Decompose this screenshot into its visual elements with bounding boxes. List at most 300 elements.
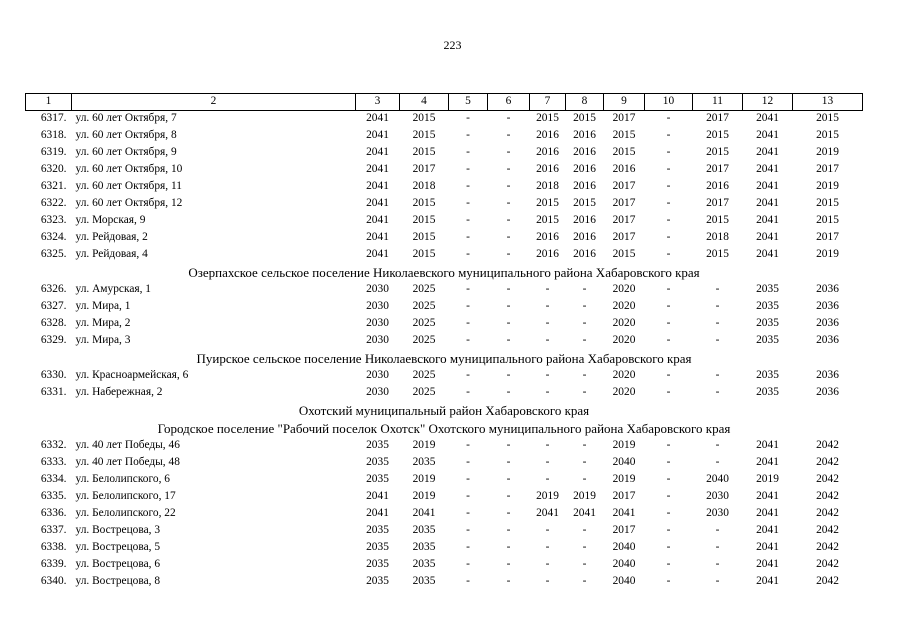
year-cell: -	[666, 524, 671, 537]
year-cell: -	[506, 473, 511, 486]
table-row	[26, 368, 863, 385]
year-cell: 2030	[706, 507, 729, 520]
year-cell: 2017	[816, 231, 839, 244]
year-cell: -	[466, 490, 470, 503]
year-cell: -	[666, 490, 671, 503]
year-cell: 2019	[816, 180, 839, 193]
year-cell: 2036	[816, 334, 839, 347]
year-cell: 2035	[366, 558, 389, 571]
table-body	[26, 110, 863, 591]
year-cell: -	[545, 558, 550, 571]
year-cell: 2018	[536, 180, 559, 193]
year-cell: 2020	[612, 369, 636, 382]
year-cell: 2036	[816, 369, 839, 382]
row-number: 6334.	[40, 473, 67, 486]
year-cell: -	[582, 473, 587, 486]
table-row	[26, 385, 863, 402]
address-cell: ул. Красноармейская, 6	[75, 369, 189, 382]
section-heading-row	[26, 350, 863, 368]
year-cell: 2041	[366, 490, 389, 503]
year-cell: 2016	[536, 146, 559, 159]
year-cell: 2025	[412, 334, 436, 347]
year-cell: 2020	[612, 283, 636, 296]
year-cell: -	[466, 317, 470, 330]
year-cell: 2016	[612, 163, 636, 176]
row-number: 6322.	[40, 197, 67, 210]
year-cell: -	[715, 439, 720, 452]
year-cell: -	[545, 283, 550, 296]
year-cell: 2042	[816, 490, 839, 503]
row-number: 6321.	[40, 180, 67, 193]
year-cell: -	[466, 129, 470, 142]
table-row	[26, 506, 863, 523]
year-cell: -	[582, 541, 587, 554]
row-number: 6318.	[40, 129, 67, 142]
year-cell: 2041	[756, 456, 779, 469]
year-cell: -	[545, 317, 550, 330]
year-cell: 2015	[412, 214, 436, 227]
table-row	[26, 110, 863, 128]
year-cell: 2015	[536, 197, 559, 210]
address-cell: ул. Вострецова, 8	[75, 575, 161, 588]
address-cell: ул. Вострецова, 5	[75, 541, 161, 554]
year-cell: 2030	[366, 334, 389, 347]
year-cell: 2041	[756, 490, 779, 503]
year-cell: 2025	[412, 369, 436, 382]
year-cell: 2041	[366, 163, 389, 176]
year-cell: 2015	[536, 112, 559, 125]
year-cell: 2042	[816, 507, 839, 520]
year-cell: 2017	[612, 524, 636, 537]
year-cell: -	[666, 197, 671, 210]
year-cell: 2016	[573, 180, 596, 193]
year-cell: -	[715, 386, 720, 399]
year-cell: 2015	[412, 197, 436, 210]
year-cell: -	[466, 575, 470, 588]
year-cell: 2036	[816, 386, 839, 399]
year-cell: -	[466, 300, 470, 313]
year-cell: -	[545, 369, 550, 382]
year-cell: -	[506, 180, 511, 193]
row-number: 6317.	[40, 112, 67, 125]
row-number: 6326.	[40, 283, 67, 296]
year-cell: 2016	[536, 163, 559, 176]
year-cell: -	[506, 283, 511, 296]
row-number: 6337.	[40, 524, 67, 537]
address-cell: ул. 60 лет Октября, 12	[75, 197, 183, 210]
year-cell: 2018	[706, 231, 729, 244]
year-cell: 2015	[706, 214, 729, 227]
row-number: 6333.	[40, 456, 67, 469]
data-table	[25, 93, 863, 591]
address-cell: ул. 60 лет Октября, 10	[75, 163, 183, 176]
year-cell: -	[666, 214, 671, 227]
year-cell: -	[506, 129, 511, 142]
table-header	[26, 94, 863, 111]
header-cell: 6	[488, 94, 530, 111]
year-cell: 2041	[756, 214, 779, 227]
table-row	[26, 128, 863, 145]
year-cell: 2041	[756, 146, 779, 159]
year-cell: -	[582, 558, 587, 571]
address-cell: ул. Вострецова, 6	[75, 558, 161, 571]
year-cell: 2035	[756, 300, 779, 313]
year-cell: 2025	[412, 283, 436, 296]
year-cell: 2036	[816, 283, 839, 296]
year-cell: 2041	[756, 248, 779, 261]
row-number: 6320.	[40, 163, 67, 176]
year-cell: 2015	[706, 248, 729, 261]
year-cell: -	[466, 386, 470, 399]
year-cell: -	[666, 456, 671, 469]
year-cell: 2035	[366, 541, 389, 554]
year-cell: 2035	[366, 524, 389, 537]
year-cell: -	[582, 317, 587, 330]
year-cell: 2041	[366, 197, 389, 210]
year-cell: 2016	[536, 231, 559, 244]
header-cell: 5	[449, 94, 488, 111]
year-cell: -	[715, 456, 720, 469]
year-cell: 2036	[816, 300, 839, 313]
year-cell: 2036	[816, 317, 839, 330]
year-cell: 2019	[412, 473, 436, 486]
row-number: 6327.	[40, 300, 67, 313]
year-cell: 2025	[412, 300, 436, 313]
year-cell: 2040	[612, 541, 636, 554]
year-cell: -	[506, 558, 511, 571]
year-cell: -	[666, 541, 671, 554]
year-cell: 2041	[756, 507, 779, 520]
year-cell: 2030	[366, 386, 389, 399]
year-cell: 2041	[366, 129, 389, 142]
year-cell: -	[506, 300, 511, 313]
year-cell: -	[506, 456, 511, 469]
year-cell: -	[466, 473, 470, 486]
year-cell: -	[715, 317, 720, 330]
table-row	[26, 299, 863, 316]
table-row	[26, 574, 863, 591]
year-cell: 2015	[573, 197, 596, 210]
table-row	[26, 247, 863, 264]
table-row	[26, 489, 863, 506]
year-cell: -	[715, 283, 720, 296]
year-cell: -	[466, 146, 470, 159]
section-heading-row	[26, 402, 863, 420]
year-cell: 2035	[366, 456, 389, 469]
year-cell: 2035	[366, 473, 389, 486]
year-cell: 2042	[816, 473, 839, 486]
year-cell: -	[506, 439, 511, 452]
year-cell: -	[506, 214, 511, 227]
year-cell: -	[666, 180, 671, 193]
year-cell: 2019	[612, 473, 636, 486]
table-row	[26, 333, 863, 350]
year-cell: 2016	[536, 129, 559, 142]
year-cell: -	[506, 386, 511, 399]
year-cell: 2042	[816, 524, 839, 537]
year-cell: 2019	[612, 439, 636, 452]
year-cell: 2035	[756, 317, 779, 330]
year-cell: -	[666, 334, 671, 347]
year-cell: -	[466, 334, 470, 347]
row-number: 6338.	[40, 541, 67, 554]
year-cell: -	[666, 248, 671, 261]
year-cell: -	[466, 541, 470, 554]
year-cell: 2041	[756, 558, 779, 571]
table-row	[26, 162, 863, 179]
year-cell: 2017	[706, 163, 729, 176]
year-cell: -	[466, 283, 470, 296]
year-cell: -	[666, 112, 671, 125]
year-cell: 2041	[756, 541, 779, 554]
year-cell: 2020	[612, 334, 636, 347]
year-cell: 2015	[412, 129, 436, 142]
address-cell: ул. 40 лет Победы, 48	[75, 456, 180, 469]
year-cell: 2042	[816, 541, 839, 554]
year-cell: 2016	[536, 248, 559, 261]
header-cell: 2	[72, 94, 356, 111]
year-cell: -	[466, 558, 470, 571]
year-cell: 2015	[573, 112, 596, 125]
year-cell: -	[545, 386, 550, 399]
year-cell: -	[506, 163, 511, 176]
address-cell: ул. Белолипского, 17	[75, 490, 176, 503]
address-cell: ул. Амурская, 1	[75, 283, 152, 296]
row-number: 6339.	[40, 558, 67, 571]
address-cell: ул. 60 лет Октября, 8	[75, 129, 177, 142]
year-cell: 2017	[706, 112, 729, 125]
header-cell: 10	[645, 94, 693, 111]
table-row	[26, 557, 863, 574]
header-cell: 7	[530, 94, 566, 111]
table-row	[26, 230, 863, 247]
year-cell: 2041	[366, 248, 389, 261]
year-cell: 2017	[612, 180, 636, 193]
year-cell: 2035	[412, 524, 436, 537]
year-cell: -	[715, 300, 720, 313]
year-cell: 2041	[366, 112, 389, 125]
year-cell: 2041	[366, 146, 389, 159]
year-cell: 2020	[612, 300, 636, 313]
year-cell: 2015	[412, 248, 436, 261]
year-cell: 2017	[612, 490, 636, 503]
year-cell: 2041	[756, 524, 779, 537]
year-cell: 2035	[412, 558, 436, 571]
year-cell: 2041	[366, 180, 389, 193]
row-number: 6324.	[40, 231, 67, 244]
year-cell: 2015	[816, 214, 839, 227]
year-cell: -	[545, 334, 550, 347]
row-number: 6323.	[40, 214, 67, 227]
table-row	[26, 472, 863, 489]
year-cell: -	[545, 575, 550, 588]
year-cell: 2041	[756, 180, 779, 193]
header-cell: 9	[604, 94, 645, 111]
header-cell: 12	[743, 94, 793, 111]
year-cell: -	[506, 575, 511, 588]
year-cell: 2041	[366, 231, 389, 244]
year-cell: 2017	[612, 112, 636, 125]
address-cell: ул. Мира, 1	[75, 300, 131, 313]
year-cell: -	[582, 300, 587, 313]
year-cell: -	[506, 231, 511, 244]
year-cell: 2015	[612, 248, 636, 261]
year-cell: 2040	[612, 558, 636, 571]
year-cell: -	[715, 524, 720, 537]
year-cell: 2040	[612, 575, 636, 588]
address-cell: ул. Набережная, 2	[75, 386, 163, 399]
year-cell: 2015	[816, 112, 839, 125]
year-cell: 2035	[756, 369, 779, 382]
year-cell: -	[666, 163, 671, 176]
year-cell: -	[666, 317, 671, 330]
section-heading: Озерпахское сельское поселение Николаевского муниципального района Хабаровского края	[188, 264, 700, 280]
year-cell: 2035	[412, 541, 436, 554]
year-cell: 2017	[706, 197, 729, 210]
section-heading-row	[26, 420, 863, 438]
address-cell: ул. Мира, 3	[75, 334, 131, 347]
year-cell: -	[666, 473, 671, 486]
year-cell: -	[466, 507, 470, 520]
row-number: 6332.	[40, 439, 67, 452]
year-cell: 2015	[706, 129, 729, 142]
table-row	[26, 438, 863, 455]
row-number: 6330.	[40, 369, 67, 382]
year-cell: 2030	[366, 369, 389, 382]
year-cell: -	[666, 507, 671, 520]
year-cell: 2020	[612, 317, 636, 330]
year-cell: -	[506, 112, 511, 125]
year-cell: -	[506, 248, 511, 261]
year-cell: 2015	[612, 146, 636, 159]
year-cell: 2016	[573, 214, 596, 227]
year-cell: -	[466, 456, 470, 469]
row-number: 6340.	[40, 575, 67, 588]
year-cell: 2041	[536, 507, 559, 520]
header-cell: 8	[566, 94, 604, 111]
year-cell: 2025	[412, 386, 436, 399]
year-cell: -	[545, 524, 550, 537]
year-cell: -	[582, 369, 587, 382]
address-cell: ул. Вострецова, 3	[75, 524, 161, 537]
year-cell: -	[466, 369, 470, 382]
row-number: 6319.	[40, 146, 67, 159]
year-cell: -	[466, 112, 470, 125]
year-cell: 2042	[816, 439, 839, 452]
year-cell: -	[715, 541, 720, 554]
year-cell: -	[545, 300, 550, 313]
year-cell: 2041	[756, 197, 779, 210]
section-heading: Пуирское сельское поселение Николаевского муниципального района Хабаровского края	[196, 350, 692, 366]
year-cell: 2017	[816, 163, 839, 176]
year-cell: 2035	[756, 386, 779, 399]
year-cell: 2035	[366, 575, 389, 588]
year-cell: -	[466, 439, 470, 452]
year-cell: 2017	[612, 197, 636, 210]
year-cell: -	[666, 369, 671, 382]
table-row	[26, 282, 863, 299]
year-cell: 2016	[706, 180, 729, 193]
address-cell: ул. Рейдовая, 4	[75, 248, 148, 261]
year-cell: 2030	[366, 283, 389, 296]
year-cell: -	[466, 524, 470, 537]
year-cell: 2020	[612, 386, 636, 399]
year-cell: 2025	[412, 317, 436, 330]
year-cell: -	[466, 197, 470, 210]
year-cell: 2041	[756, 129, 779, 142]
year-cell: 2016	[573, 163, 596, 176]
year-cell: -	[506, 197, 511, 210]
year-cell: 2017	[412, 163, 436, 176]
row-number: 6331.	[40, 386, 67, 399]
year-cell: -	[582, 386, 587, 399]
address-cell: ул. Рейдовая, 2	[75, 231, 148, 244]
year-cell: 2035	[366, 439, 389, 452]
year-cell: 2041	[412, 507, 436, 520]
year-cell: -	[466, 248, 470, 261]
year-cell: 2041	[756, 163, 779, 176]
year-cell: 2016	[573, 129, 596, 142]
row-number: 6325.	[40, 248, 67, 261]
table-row	[26, 455, 863, 472]
year-cell: 2017	[612, 214, 636, 227]
year-cell: 2015	[706, 146, 729, 159]
year-cell: -	[506, 524, 511, 537]
header-cell: 4	[400, 94, 449, 111]
year-cell: 2042	[816, 456, 839, 469]
year-cell: 2015	[612, 129, 636, 142]
year-cell: -	[666, 146, 671, 159]
year-cell: -	[666, 283, 671, 296]
year-cell: 2030	[706, 490, 729, 503]
header-cell: 13	[793, 94, 863, 111]
table-row	[26, 196, 863, 213]
address-cell: ул. Белолипского, 6	[75, 473, 170, 486]
year-cell: -	[506, 507, 511, 520]
year-cell: 2015	[816, 197, 839, 210]
year-cell: 2041	[756, 575, 779, 588]
year-cell: -	[666, 439, 671, 452]
year-cell: -	[582, 575, 587, 588]
year-cell: 2035	[412, 575, 436, 588]
row-number: 6328.	[40, 317, 67, 330]
year-cell: 2019	[412, 439, 436, 452]
year-cell: -	[582, 334, 587, 347]
year-cell: -	[545, 473, 550, 486]
header-row	[26, 94, 863, 111]
year-cell: 2041	[756, 231, 779, 244]
year-cell: -	[666, 575, 671, 588]
year-cell: -	[466, 163, 470, 176]
year-cell: 2019	[573, 490, 596, 503]
address-cell: ул. Морская, 9	[75, 214, 146, 227]
year-cell: -	[666, 129, 671, 142]
year-cell: 2016	[573, 248, 596, 261]
year-cell: 2041	[612, 507, 636, 520]
year-cell: -	[582, 524, 587, 537]
year-cell: 2018	[412, 180, 436, 193]
header-cell: 3	[356, 94, 400, 111]
year-cell: -	[545, 541, 550, 554]
year-cell: -	[545, 439, 550, 452]
year-cell: 2035	[756, 283, 779, 296]
year-cell: 2041	[756, 439, 779, 452]
year-cell: -	[506, 317, 511, 330]
table-row	[26, 316, 863, 333]
year-cell: -	[466, 214, 470, 227]
year-cell: -	[506, 490, 511, 503]
address-cell: ул. 60 лет Октября, 11	[75, 180, 182, 193]
